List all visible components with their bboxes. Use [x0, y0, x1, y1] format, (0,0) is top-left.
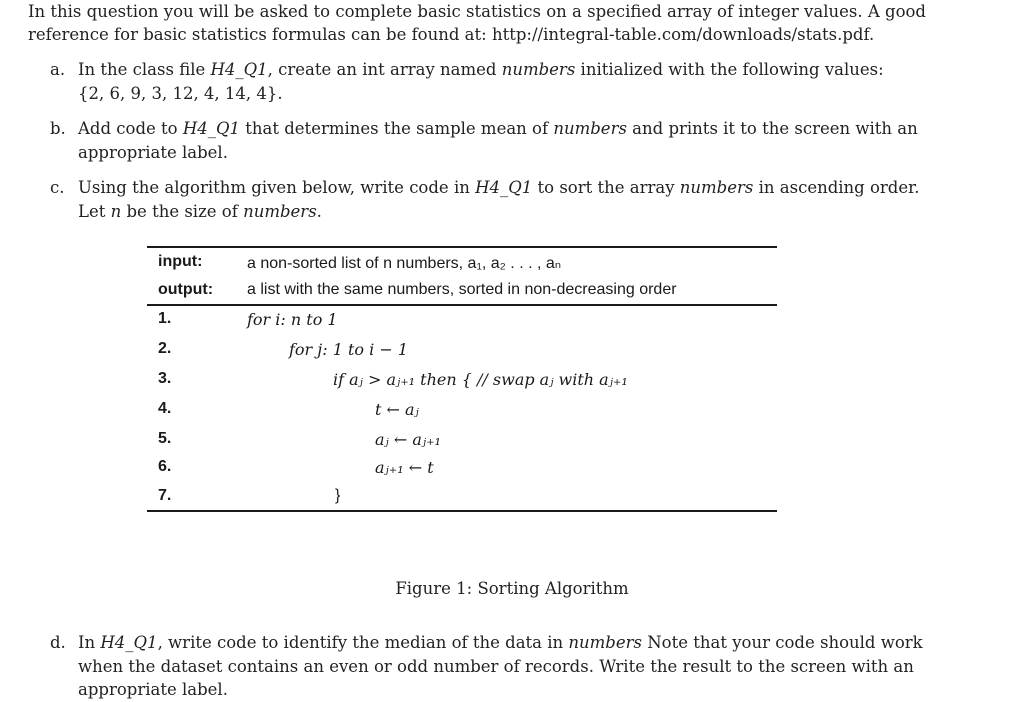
- line-code: for i: n to 1: [247, 310, 338, 329]
- item-b-text: that determines the sample mean of: [240, 119, 554, 138]
- variable-name: numbers: [679, 178, 754, 197]
- item-a-text: initialized with the following values:: [575, 60, 884, 79]
- algo-line-2: [158, 340, 778, 368]
- algo-line-5: [158, 430, 778, 458]
- item-c-label: c.: [50, 178, 65, 197]
- intro-line-2: reference for basic statistics formulas can be found at: http://integral-table.com/downloads/stats.pdf.: [28, 25, 875, 44]
- item-b-text: and prints it to the screen with an: [626, 119, 918, 138]
- item-c-text: be the size of: [121, 201, 244, 221]
- item-d-text: Note that your code should work: [641, 633, 923, 652]
- figure-caption: Figure 1: Sorting Algorithm: [395, 579, 629, 598]
- item-d-text: , write code to identify the median of the data in: [157, 633, 569, 652]
- item-d-label: d.: [50, 633, 66, 652]
- input-text: a non-sorted list of n numbers, a₁, a₂ . . . , aₙ: [247, 255, 562, 272]
- line-code: for j: 1 to i − 1: [289, 340, 409, 359]
- line-code: aⱼ₊₁ ← t: [375, 458, 434, 477]
- item-d-text: when the dataset contains an even or odd number of records. Write the result to the screen with an: [78, 656, 914, 676]
- item-c-text: Using the algorithm given below, write code in: [78, 178, 476, 197]
- file-name: H4_Q1: [210, 60, 268, 79]
- variable-name: numbers: [243, 201, 317, 221]
- item-d-text: appropriate label.: [78, 680, 228, 699]
- intro-line-1: In this question you will be asked to complete basic statistics on a specified array of integer values. A good: [28, 2, 926, 21]
- algo-line-3: [158, 370, 778, 398]
- item-d: [50, 631, 955, 702]
- math-n: n: [110, 201, 122, 221]
- algo-line-1: [158, 310, 778, 338]
- item-c-text: to sort the array: [532, 178, 680, 197]
- item-b-text: Add code to: [78, 119, 183, 138]
- variable-name: numbers: [553, 119, 627, 138]
- table-top-rule: [147, 246, 777, 248]
- item-c-text: .: [316, 201, 322, 221]
- item-b-text: appropriate label.: [78, 142, 228, 162]
- variable-name: numbers: [568, 633, 642, 652]
- item-d-text: In: [78, 633, 101, 652]
- algo-input-row: [158, 253, 778, 281]
- file-name: H4_Q1: [182, 119, 241, 138]
- line-code: aⱼ ← aⱼ₊₁: [375, 430, 441, 449]
- sorting-algorithm-figure: [147, 244, 777, 514]
- line-code: }: [335, 487, 341, 504]
- algo-line-6: [158, 458, 778, 486]
- algo-line-4: [158, 400, 778, 428]
- table-bottom-rule: [147, 510, 777, 512]
- item-a: [50, 58, 955, 105]
- item-c-text: Let: [78, 201, 111, 221]
- line-number: 4.: [158, 400, 172, 417]
- item-b-label: b.: [50, 119, 66, 138]
- line-number: 2.: [158, 340, 172, 357]
- line-number: 3.: [158, 370, 172, 387]
- item-c-text: in ascending order.: [753, 178, 920, 197]
- input-label: input:: [158, 253, 203, 270]
- line-number: 7.: [158, 487, 172, 504]
- item-a-label: a.: [50, 60, 66, 79]
- line-number: 5.: [158, 430, 172, 447]
- line-number: 6.: [158, 458, 172, 475]
- item-c: [50, 176, 955, 223]
- line-code: if aⱼ > aⱼ₊₁ then { // swap aⱼ with aⱼ₊₁: [333, 370, 628, 389]
- item-b: [50, 117, 955, 164]
- item-a-text: In the class file: [78, 60, 211, 79]
- line-number: 1.: [158, 310, 172, 327]
- file-name: H4_Q1: [100, 633, 158, 652]
- table-mid-rule: [147, 304, 777, 306]
- output-label: output:: [158, 281, 214, 298]
- variable-name: numbers: [501, 60, 576, 79]
- intro-paragraph: [28, 0, 968, 46]
- item-a-text: , create an int array named: [267, 60, 502, 79]
- line-code: t ← aⱼ: [375, 400, 419, 419]
- output-text: a list with the same numbers, sorted in non-decreasing order: [247, 281, 677, 298]
- array-values: {2, 6, 9, 3, 12, 4, 14, 4}.: [78, 83, 283, 103]
- file-name: H4_Q1: [475, 178, 533, 197]
